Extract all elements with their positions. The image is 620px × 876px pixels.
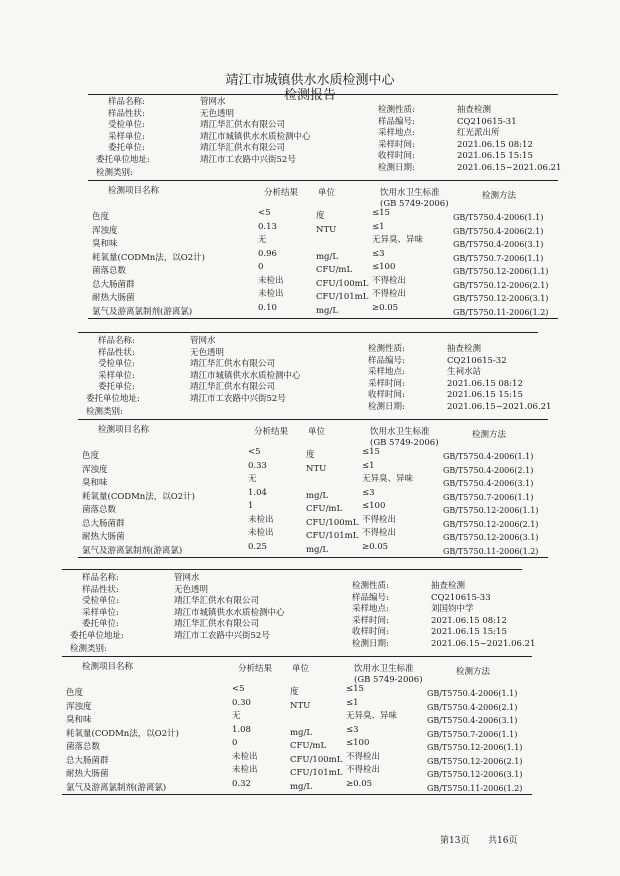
- value-test-date: 2021.06.15~2021.06.21: [447, 401, 552, 412]
- item-method: GB/T5750.12-2006(3.1): [443, 533, 539, 542]
- item-name: 氯气及游离氯制剂(游离氯): [66, 782, 167, 793]
- item-unit: mg/L: [290, 781, 313, 792]
- header-item-name: 检测项目名称: [82, 662, 134, 672]
- item-standard: 无异臭、异味: [346, 711, 398, 721]
- item-method: GB/T5750.4-2006(3.1): [443, 479, 534, 488]
- item-standard: ≤100: [362, 501, 386, 511]
- divider-line: [62, 794, 532, 795]
- item-unit: CFU/101mL: [316, 292, 369, 302]
- item-standard: 不得检出: [346, 765, 381, 775]
- item-result: 0: [258, 262, 264, 272]
- label-entrust-address: 委托单位地址:: [70, 630, 124, 641]
- item-standard: ≤3: [346, 724, 359, 735]
- label-entrust-unit: 委托单位:: [108, 143, 145, 153]
- label-sampling-site: 采样地点:: [368, 367, 405, 377]
- value-sampling-site: 红光派出所: [457, 128, 500, 138]
- label-client: 受检单位:: [98, 359, 135, 369]
- label-entrust-unit: 委托单位:: [98, 382, 135, 392]
- label-detection-nature: 检测性质:: [378, 105, 415, 115]
- item-method: GB/T5750.4-2006(2.1): [427, 702, 518, 712]
- header-method: 检测方法: [482, 191, 517, 201]
- item-standard: ≤3: [362, 487, 375, 498]
- item-name: 菌落总数: [92, 266, 127, 276]
- divider-line: [78, 332, 538, 333]
- item-method: GB/T5750.4-2006(1.1): [427, 689, 518, 698]
- header-standard-code: (GB 5749-2006): [354, 675, 423, 685]
- item-unit: mg/L: [290, 727, 313, 738]
- item-standard: 不得检出: [346, 751, 381, 762]
- item-unit: mg/L: [306, 490, 329, 501]
- label-sample-name: 样品名称:: [108, 97, 145, 107]
- item-result: <5: [232, 684, 245, 694]
- item-unit: 度: [306, 450, 315, 460]
- item-name: 总大肠菌群: [92, 279, 135, 290]
- label-sampling-unit: 采样单位:: [82, 607, 119, 618]
- report-org-title: 靖江市城镇供水水质检测中心: [225, 73, 395, 88]
- header-standard-code: (GB 5749-2006): [380, 199, 449, 209]
- item-result: <5: [248, 447, 261, 457]
- item-result: 1.08: [232, 724, 251, 735]
- label-receive-time: 收样时间:: [352, 627, 389, 637]
- value-entrust-unit: 靖江华汇供水有限公司: [200, 143, 286, 153]
- header-standard: 饮用水卫生标准: [354, 664, 414, 674]
- item-unit: mg/L: [316, 251, 339, 262]
- label-detection-nature: 检测性质:: [368, 344, 405, 354]
- value-sampling-site: 刘国钧中学: [431, 604, 474, 614]
- report-title: 检测报告: [283, 88, 336, 103]
- value-client: 靖江华汇供水有限公司: [190, 359, 276, 369]
- item-name: 菌落总数: [82, 505, 117, 515]
- item-standard: 无异臭、异味: [362, 474, 414, 484]
- item-result: 未检出: [232, 765, 258, 775]
- label-detection-nature: 检测性质:: [352, 581, 389, 591]
- item-name: 氯气及游离氯制剂(游离氯): [82, 545, 183, 556]
- item-result: 1.04: [248, 487, 267, 498]
- item-unit: CFU/mL: [290, 741, 327, 751]
- item-name: 臭和味: [66, 715, 92, 725]
- item-name: 臭和味: [92, 239, 118, 249]
- value-test-date: 2021.06.15~2021.06.21: [431, 638, 536, 649]
- item-result: 无: [258, 235, 267, 245]
- label-receive-time: 收样时间:: [368, 390, 405, 400]
- item-method: GB/T5750.7-2006(1.1): [427, 729, 518, 739]
- item-method: GB/T5750.4-2006(2.1): [443, 465, 534, 475]
- item-standard: ≤3: [372, 248, 385, 259]
- label-sample-nature: 样品性状:: [98, 347, 135, 358]
- label-sample-no: 样品编号:: [368, 355, 405, 366]
- item-result: 0.30: [232, 697, 251, 708]
- label-sampling-time: 采样时间:: [378, 139, 415, 150]
- item-name: 耐热大肠菌: [82, 532, 125, 542]
- item-result: 0.10: [258, 302, 277, 313]
- item-result: 未检出: [232, 751, 258, 762]
- item-name: 总大肠菌群: [82, 518, 125, 529]
- value-sampling-site: 生祠水站: [447, 367, 482, 377]
- item-standard: ≤100: [372, 262, 396, 272]
- value-detection-nature: 抽查检测: [447, 344, 482, 354]
- value-sample-nature: 无色透明: [174, 584, 209, 595]
- label-test-date: 检测日期:: [368, 401, 405, 412]
- label-sample-nature: 样品性状:: [82, 584, 119, 595]
- divider-line: [78, 557, 548, 558]
- label-sampling-time: 采样时间:: [352, 615, 389, 626]
- item-method: GB/T5750.11-2006(1.2): [427, 783, 523, 793]
- item-unit: NTU: [316, 224, 337, 235]
- page-number: 第13页: [440, 836, 470, 846]
- item-method: GB/T5750.12-2006(2.1): [427, 756, 523, 766]
- label-receive-time: 收样时间:: [378, 151, 415, 161]
- value-sample-no: CQ210615-33: [431, 592, 491, 603]
- item-result: 未检出: [248, 514, 274, 525]
- item-result: 无: [232, 711, 241, 721]
- item-unit: CFU/mL: [306, 504, 343, 514]
- header-standard: 饮用水卫生标准: [370, 427, 430, 437]
- item-standard: 不得检出: [372, 289, 407, 299]
- item-standard: 不得检出: [362, 514, 397, 525]
- value-sampling-unit: 靖江市城镇供水水质检测中心: [174, 607, 285, 618]
- header-item-name: 检测项目名称: [108, 186, 160, 196]
- value-sample-no: CQ210615-32: [447, 355, 507, 366]
- item-standard: ≥0.05: [346, 778, 373, 789]
- value-detection-nature: 抽查检测: [457, 105, 492, 115]
- header-method: 检测方法: [456, 667, 491, 677]
- item-name: 色度: [82, 451, 100, 461]
- value-receive-time: 2021.06.15 15:15: [447, 390, 523, 400]
- item-name: 耐热大肠菌: [66, 769, 109, 779]
- item-name: 浑浊度: [66, 701, 92, 712]
- value-receive-time: 2021.06.15 15:15: [457, 151, 533, 161]
- value-sample-name: 管网水: [174, 573, 200, 583]
- label-entrust-address: 委托单位地址:: [96, 154, 150, 165]
- value-entrust-address: 靖江市工农路中兴街52号: [174, 630, 270, 641]
- label-entrust-address: 委托单位地址:: [86, 393, 140, 404]
- divider-line: [78, 419, 548, 420]
- value-sample-nature: 无色透明: [200, 108, 235, 119]
- item-name: 色度: [92, 212, 110, 222]
- item-unit: CFU/100mL: [306, 517, 359, 528]
- divider-line: [88, 180, 558, 181]
- item-name: 耐热大肠菌: [92, 293, 135, 303]
- value-sampling-time: 2021.06.15 08:12: [431, 615, 507, 626]
- item-name: 耗氧量(CODMn法，以O2计): [92, 252, 205, 263]
- item-result: 0: [232, 738, 238, 748]
- value-sampling-time: 2021.06.15 08:12: [447, 378, 523, 389]
- item-result: 1: [248, 501, 254, 511]
- divider-line: [88, 318, 558, 319]
- item-result: 未检出: [258, 275, 284, 286]
- value-sample-name: 管网水: [200, 97, 226, 107]
- item-unit: CFU/101mL: [290, 768, 343, 778]
- item-method: GB/T5750.12-2006(1.1): [427, 743, 523, 752]
- header-method: 检测方法: [472, 430, 507, 440]
- item-standard: ≤1: [346, 697, 359, 708]
- item-method: GB/T5750.7-2006(1.1): [453, 253, 544, 263]
- item-method: GB/T5750.4-2006(1.1): [453, 213, 544, 222]
- item-method: GB/T5750.12-2006(1.1): [453, 267, 549, 276]
- item-result: 未检出: [258, 289, 284, 299]
- item-result: 0.25: [248, 541, 267, 552]
- value-entrust-address: 靖江市工农路中兴街52号: [190, 393, 286, 404]
- item-result: 未检出: [248, 528, 274, 538]
- item-method: GB/T5750.4-2006(1.1): [443, 452, 534, 461]
- label-test-category: 检测类别:: [86, 407, 123, 417]
- item-standard: 不得检出: [372, 275, 407, 286]
- item-method: GB/T5750.7-2006(1.1): [443, 492, 534, 502]
- item-method: GB/T5750.12-2006(1.1): [443, 506, 539, 515]
- label-client: 受检单位:: [108, 120, 145, 130]
- item-standard: ≤1: [372, 221, 385, 232]
- value-client: 靖江华汇供水有限公司: [200, 120, 286, 130]
- item-name: 耗氧量(CODMn法，以O2计): [82, 491, 195, 502]
- header-unit: 单位: [292, 664, 310, 674]
- item-unit: mg/L: [306, 544, 329, 555]
- header-unit: 单位: [318, 188, 336, 198]
- item-unit: 度: [316, 211, 325, 221]
- item-standard: ≤15: [372, 208, 390, 218]
- header-result: 分析结果: [264, 188, 299, 198]
- header-standard: 饮用水卫生标准: [380, 188, 440, 198]
- header-result: 分析结果: [238, 664, 273, 674]
- value-sampling-time: 2021.06.15 08:12: [457, 139, 533, 150]
- value-entrust-unit: 靖江华汇供水有限公司: [174, 619, 260, 629]
- divider-line: [88, 94, 558, 95]
- item-name: 总大肠菌群: [66, 755, 109, 766]
- label-test-date: 检测日期:: [378, 162, 415, 173]
- label-sampling-site: 采样地点:: [378, 128, 415, 138]
- value-sample-no: CQ210615-31: [457, 116, 517, 127]
- header-result: 分析结果: [254, 427, 289, 437]
- item-result: 无: [248, 474, 257, 484]
- item-method: GB/T5750.12-2006(2.1): [443, 519, 539, 529]
- item-standard: ≥0.05: [372, 302, 399, 313]
- value-sample-name: 管网水: [190, 336, 216, 346]
- item-standard: ≤15: [362, 447, 380, 457]
- label-sample-no: 样品编号:: [378, 116, 415, 127]
- label-sample-nature: 样品性状:: [108, 108, 145, 119]
- item-method: GB/T5750.11-2006(1.2): [443, 546, 539, 556]
- item-name: 色度: [66, 688, 84, 698]
- item-result: 0.96: [258, 248, 277, 259]
- header-unit: 单位: [308, 427, 326, 437]
- value-receive-time: 2021.06.15 15:15: [431, 627, 507, 637]
- item-unit: NTU: [306, 463, 327, 474]
- item-result: 0.13: [258, 221, 277, 232]
- item-unit: CFU/101mL: [306, 531, 359, 541]
- value-test-date: 2021.06.15~2021.06.21: [457, 162, 562, 173]
- label-sampling-unit: 采样单位:: [108, 131, 145, 142]
- item-unit: CFU/mL: [316, 265, 353, 275]
- item-standard: ≥0.05: [362, 541, 389, 552]
- label-sampling-unit: 采样单位:: [98, 370, 135, 381]
- value-entrust-address: 靖江市工农路中兴街52号: [200, 154, 296, 165]
- label-sample-name: 样品名称:: [98, 336, 135, 346]
- value-client: 靖江华汇供水有限公司: [174, 596, 260, 606]
- label-sampling-time: 采样时间:: [368, 378, 405, 389]
- label-entrust-unit: 委托单位:: [82, 619, 119, 629]
- item-standard: ≤100: [346, 738, 370, 748]
- item-method: GB/T5750.12-2006(3.1): [427, 770, 523, 779]
- item-unit: CFU/100mL: [316, 278, 369, 289]
- item-name: 菌落总数: [66, 742, 101, 752]
- item-method: GB/T5750.4-2006(3.1): [427, 716, 518, 725]
- item-name: 浑浊度: [92, 225, 118, 236]
- label-test-category: 检测类别:: [96, 168, 133, 178]
- item-unit: mg/L: [316, 305, 339, 316]
- value-detection-nature: 抽查检测: [431, 581, 466, 591]
- item-result: <5: [258, 208, 271, 218]
- item-method: GB/T5750.12-2006(2.1): [453, 280, 549, 290]
- item-name: 耗氧量(CODMn法，以O2计): [66, 728, 179, 739]
- label-sampling-site: 采样地点:: [352, 604, 389, 614]
- label-test-category: 检测类别:: [70, 644, 107, 654]
- label-client: 受检单位:: [82, 596, 119, 606]
- item-name: 氯气及游离氯制剂(游离氯): [92, 306, 193, 317]
- value-sampling-unit: 靖江市城镇供水水质检测中心: [200, 131, 311, 142]
- header-item-name: 检测项目名称: [98, 425, 150, 435]
- label-test-date: 检测日期:: [352, 638, 389, 649]
- divider-line: [62, 656, 532, 657]
- label-sample-name: 样品名称:: [82, 573, 119, 583]
- item-method: GB/T5750.11-2006(1.2): [453, 307, 549, 317]
- header-standard-code: (GB 5749-2006): [370, 438, 439, 448]
- item-unit: NTU: [290, 700, 311, 711]
- item-standard: ≤15: [346, 684, 364, 694]
- page-total: 共16页: [488, 836, 518, 846]
- item-name: 浑浊度: [82, 464, 108, 475]
- item-unit: 度: [290, 687, 299, 697]
- item-method: GB/T5750.4-2006(2.1): [453, 226, 544, 236]
- value-entrust-unit: 靖江华汇供水有限公司: [190, 382, 276, 392]
- value-sample-nature: 无色透明: [190, 347, 225, 358]
- item-unit: CFU/100mL: [290, 754, 343, 765]
- item-result: 0.32: [232, 778, 251, 789]
- divider-line: [62, 569, 522, 570]
- item-standard: 不得检出: [362, 528, 397, 538]
- item-method: GB/T5750.4-2006(3.1): [453, 240, 544, 249]
- item-standard: 无异臭、异味: [372, 235, 424, 245]
- item-method: GB/T5750.12-2006(3.1): [453, 294, 549, 303]
- item-name: 臭和味: [82, 478, 108, 488]
- item-standard: ≤1: [362, 460, 375, 471]
- value-sampling-unit: 靖江市城镇供水水质检测中心: [190, 370, 301, 381]
- label-sample-no: 样品编号:: [352, 592, 389, 603]
- item-result: 0.33: [248, 460, 267, 471]
